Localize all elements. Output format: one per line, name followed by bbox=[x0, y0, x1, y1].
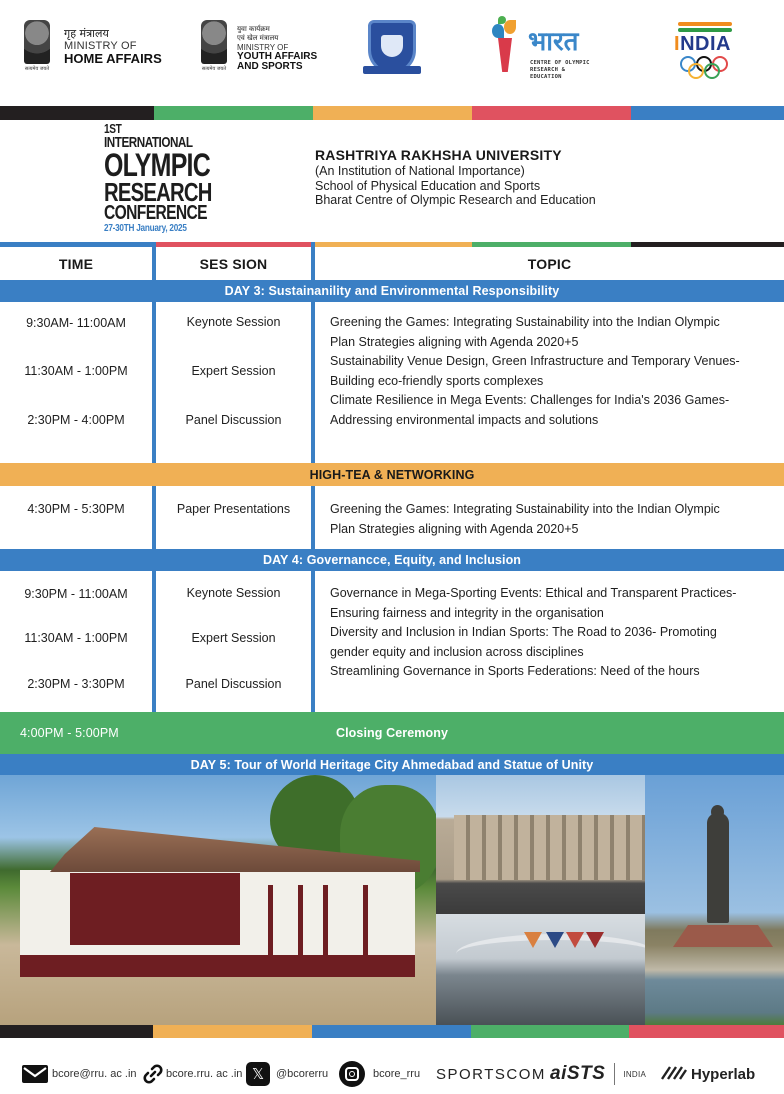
day3-topic-line: Building eco-friendly sports complexes bbox=[330, 373, 544, 388]
logo-row bbox=[0, 0, 784, 106]
day4-session-1: Keynote Session bbox=[186, 586, 281, 600]
flame-icon bbox=[492, 24, 504, 38]
column-divider bbox=[311, 302, 315, 463]
home-affairs-logo bbox=[24, 20, 54, 72]
ribbon-icon bbox=[363, 66, 421, 74]
color-bar-top bbox=[0, 106, 784, 120]
papers-session: Paper Presentations bbox=[176, 502, 291, 516]
flame-icon bbox=[504, 20, 516, 34]
youth-affairs-hindi2: एवं खेल मंत्रालय bbox=[237, 34, 279, 42]
day3-band: DAY 3: Sustainanility and Environmental Responsibility bbox=[0, 280, 784, 302]
day4-topic-line: Ensuring fairness and integrity in the organisation bbox=[330, 605, 604, 620]
day4-time-2: 11:30AM - 1:00PM bbox=[24, 631, 128, 645]
national-emblem-icon bbox=[24, 20, 50, 64]
day3-topic-line: Climate Resilience in Mega Events: Challenges for India's 2036 Games- bbox=[330, 393, 730, 407]
closing-time: 4:00PM - 5:00PM bbox=[20, 726, 119, 740]
day4-topic-line: gender equity and inclusion across disciplines bbox=[330, 644, 584, 659]
emblem-caption: सत्यमेव जयते bbox=[24, 66, 50, 72]
high-tea-band: HIGH-TEA & NETWORKING bbox=[0, 463, 784, 486]
papers-topics bbox=[330, 500, 784, 539]
day3-topic-line: Greening the Games: Integrating Sustainability into the Indian Olympic bbox=[330, 315, 720, 329]
youth-affairs-hindi1: युवा कार्यक्रम bbox=[237, 25, 270, 33]
sponsor-aists bbox=[550, 1060, 646, 1088]
papers-topic-line: Greening the Games: Integrating Sustainability into the Indian Olympic bbox=[330, 502, 720, 516]
column-header-topic: TOPIC bbox=[527, 255, 572, 272]
closing-title: Closing Ceremony bbox=[335, 726, 449, 740]
conference-line4: CONFERENCE bbox=[104, 202, 207, 224]
olympic-rings-icon bbox=[674, 56, 736, 78]
university-line3: Bharat Centre of Olympic Research and Education bbox=[315, 193, 596, 207]
closing-band bbox=[0, 712, 784, 754]
day3-session-3: Panel Discussion bbox=[185, 413, 282, 427]
hyperlab-mark-icon bbox=[660, 1066, 688, 1083]
home-affairs-line1: MINISTRY OF bbox=[64, 40, 137, 52]
india-word bbox=[674, 33, 736, 56]
india-olympic-logo bbox=[674, 22, 736, 84]
column-divider bbox=[311, 486, 315, 549]
national-emblem-icon bbox=[201, 20, 227, 64]
hyperlab-logo: Hyperlab bbox=[691, 1065, 756, 1083]
day4-topics bbox=[330, 584, 784, 682]
flag-swoosh-saffron bbox=[678, 22, 732, 26]
university-block bbox=[315, 147, 596, 208]
papers-time: 4:30PM - 5:30PM bbox=[27, 502, 125, 516]
photo-tagore-hall bbox=[436, 775, 645, 914]
day3-session-2: Expert Session bbox=[191, 364, 276, 378]
column-header-session: SES SION bbox=[199, 255, 268, 272]
home-affairs-hindi: गृह मंत्रालय bbox=[64, 27, 109, 40]
home-affairs-line2: HOME AFFAIRS bbox=[64, 51, 162, 66]
day3-time-1: 9:30AM- 11:00AM bbox=[26, 316, 126, 330]
photo-statue-of-unity bbox=[645, 775, 784, 1025]
torch-icon bbox=[498, 38, 512, 72]
rru-crest-logo bbox=[368, 20, 421, 74]
day3-time-3: 2:30PM - 4:00PM bbox=[27, 413, 125, 427]
aists-logo: aiSTS bbox=[550, 1063, 606, 1084]
photo-sabarmati-ashram bbox=[0, 775, 436, 1025]
youth-affairs-logo bbox=[201, 20, 231, 72]
day3-topic-line: Plan Strategies aligning with Agenda 2020+5 bbox=[330, 334, 579, 349]
footer-twitter[interactable] bbox=[246, 1060, 328, 1088]
university-name: RASHTRIYA RAKHSHA UNIVERSITY bbox=[315, 147, 562, 163]
day4-topic-line: Streamlining Governance in Sports Federations: Need of the hours bbox=[330, 664, 700, 678]
day3-session-1: Keynote Session bbox=[186, 315, 281, 329]
email-text: bcore@rru. ac .in bbox=[52, 1068, 137, 1080]
conference-line2: OLYMPIC bbox=[104, 147, 210, 183]
bharat-sub1: CENTRE OF OLYMPIC bbox=[530, 60, 590, 66]
home-affairs-text bbox=[64, 28, 162, 66]
aists-india: INDIA bbox=[623, 1069, 647, 1079]
day4-session-2: Expert Session bbox=[191, 631, 276, 645]
photo-atal-bridge bbox=[436, 914, 645, 1025]
sportscom-logo: SPORTSCOM bbox=[436, 1065, 546, 1083]
day4-session-3: Panel Discussion bbox=[185, 677, 282, 691]
instagram-handle: bcore_rru bbox=[373, 1068, 421, 1080]
university-line1: (An Institution of National Importance) bbox=[315, 164, 525, 178]
youth-affairs-line1: MINISTRY OF bbox=[237, 43, 289, 52]
day4-topic-line: Diversity and Inclusion in Indian Sports: The Road to 2036- Promoting bbox=[330, 625, 717, 639]
column-divider bbox=[152, 486, 156, 549]
day3-time-2: 11:30AM - 1:00PM bbox=[24, 364, 128, 378]
x-twitter-icon: 𝕏 bbox=[246, 1062, 270, 1086]
conference-title bbox=[104, 122, 242, 234]
youth-affairs-text bbox=[237, 25, 317, 72]
day4-topic-line: Governance in Mega-Sporting Events: Ethical and Transparent Practices- bbox=[330, 586, 737, 600]
sponsor-hyperlab bbox=[660, 1060, 755, 1088]
divider bbox=[614, 1063, 615, 1085]
footer-website[interactable] bbox=[142, 1060, 242, 1088]
day4-time-3: 2:30PM - 3:30PM bbox=[27, 677, 125, 691]
bharat-sub2: RESEARCH & EDUCATION bbox=[530, 67, 566, 80]
website-text: bcore.rru. ac .in bbox=[166, 1068, 243, 1080]
conference-dates: 27-30TH January, 2025 bbox=[104, 223, 187, 234]
bharat-core-logo bbox=[490, 20, 600, 80]
youth-affairs-line3: AND SPORTS bbox=[237, 61, 303, 72]
mail-icon bbox=[22, 1061, 48, 1087]
papers-topic-line: Plan Strategies aligning with Agenda 2020+5 bbox=[330, 521, 579, 536]
day3-topic-line: Addressing environmental impacts and solutions bbox=[330, 412, 599, 427]
link-icon bbox=[142, 1061, 164, 1087]
conference-line3: RESEARCH bbox=[104, 177, 212, 207]
flame-icon bbox=[498, 16, 506, 24]
footer-instagram[interactable] bbox=[339, 1060, 420, 1088]
day5-band: DAY 5: Tour of World Heritage City Ahmedabad and Statue of Unity bbox=[0, 754, 784, 775]
day4-band: DAY 4: Governancce, Equity, and Inclusion bbox=[0, 549, 784, 571]
day4-time-1: 9:30PM - 11:00AM bbox=[24, 587, 128, 601]
day3-topic-line: Sustainability Venue Design, Green Infrastructure and Temporary Venues- bbox=[330, 354, 740, 368]
column-divider bbox=[311, 571, 315, 712]
twitter-handle: @bcorerru bbox=[276, 1068, 329, 1080]
university-line2: School of Physical Education and Sports bbox=[315, 178, 541, 193]
column-header-time: TIME bbox=[58, 255, 94, 272]
sponsor-sportscom bbox=[436, 1060, 546, 1088]
color-bar-bottom bbox=[0, 1025, 784, 1038]
flag-swoosh-green bbox=[678, 28, 732, 32]
india-rest: NDIA bbox=[680, 33, 731, 55]
emblem-caption: सत्यमेव जयते bbox=[201, 66, 227, 72]
day3-topics bbox=[330, 313, 784, 430]
youth-affairs-line2: YOUTH AFFAIRS bbox=[237, 51, 318, 62]
footer-email[interactable] bbox=[22, 1060, 137, 1088]
conference-line1: INTERNATIONAL bbox=[104, 134, 193, 151]
instagram-icon bbox=[339, 1061, 365, 1087]
india-i: I bbox=[674, 33, 681, 55]
bharat-subtitle bbox=[530, 60, 600, 81]
bharat-word: भारत bbox=[528, 27, 579, 57]
conference-edition: 1ST bbox=[104, 121, 122, 136]
